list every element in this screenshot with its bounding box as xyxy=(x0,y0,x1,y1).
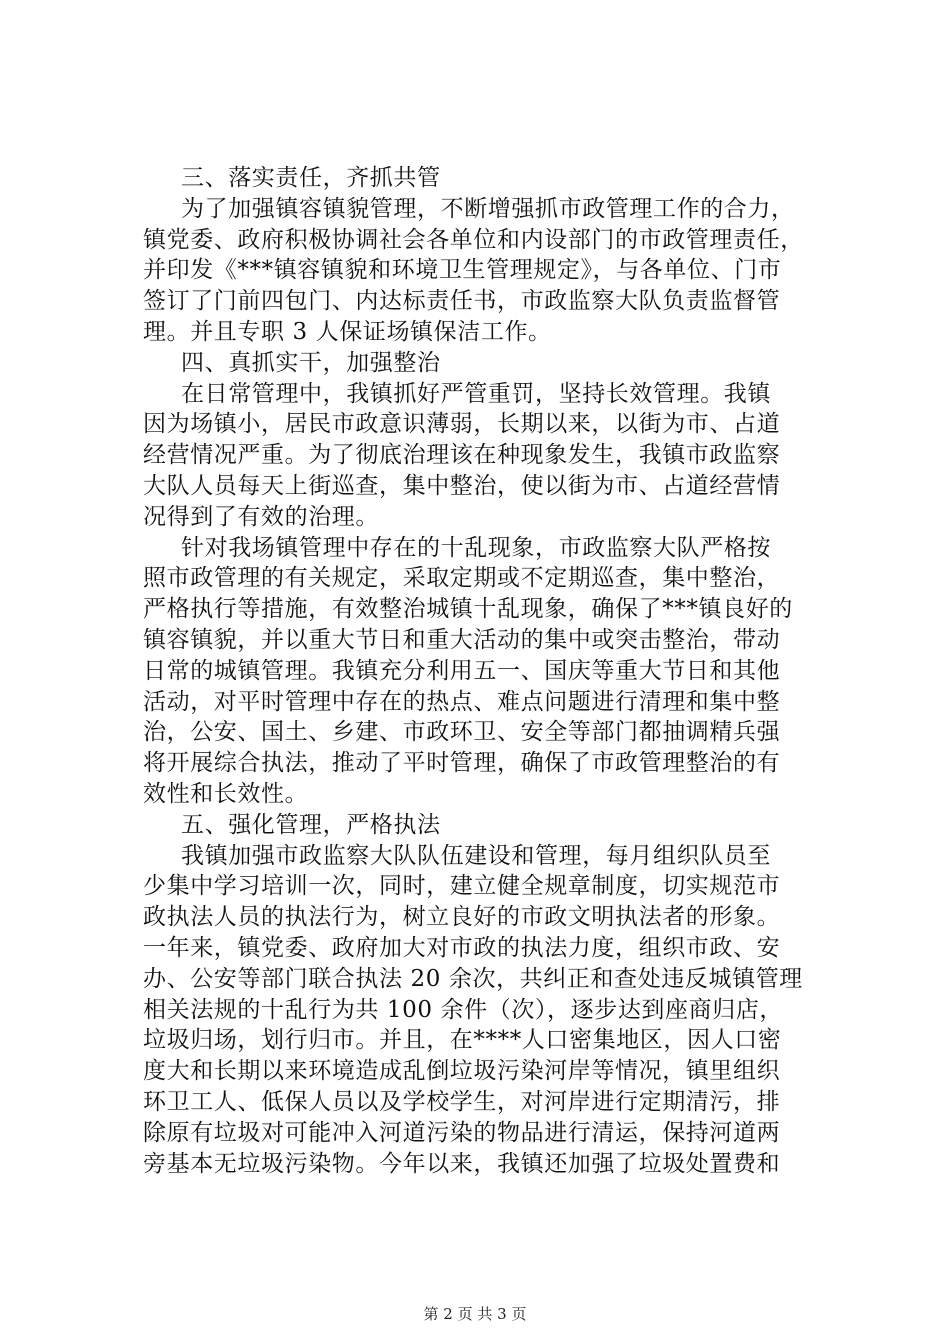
text-line: 针对我场镇管理中存在的十乱现象，市政监察大队严格按 xyxy=(181,534,771,561)
text-line: 政执法人员的执法行为，树立良好的市政文明执法者的形象。 xyxy=(143,904,781,931)
text-line: 为了加强镇容镇貌管理，不断增强抓市政管理工作的合力， xyxy=(181,195,795,222)
text-line: 经营情况严重。为了彻底治理该在种现象发生，我镇市政监察 xyxy=(143,442,781,469)
text-line: 一年来，镇党委、政府加大对市政的执法力度，组织市政、安 xyxy=(143,934,781,961)
text-line: 镇党委、政府积极协调社会各单位和内设部门的市政管理责任， xyxy=(143,226,804,253)
text-line: 垃圾归场，划行归市。并且，在****人口密集地区，因人口密 xyxy=(143,1027,782,1054)
document-body xyxy=(143,163,813,1179)
text-line: 五、强化管理，严格执法 xyxy=(181,811,441,838)
text-line: 签订了门前四包门、内达标责任书，市政监察大队负责监督管 xyxy=(143,288,781,315)
text-line: 相关法规的十乱行为共 100 余件（次），逐步达到座商归店， xyxy=(143,996,784,1023)
text-line: 日常的城镇管理。我镇充分利用五一、国庆等重大节日和其他 xyxy=(143,657,781,684)
text-line: 度大和长期以来环境造成乱倒垃圾污染河岸等情况，镇里组织 xyxy=(143,1058,781,1085)
text-line: 办、公安等部门联合执法 20 余次，共纠正和查处违反城镇管理 xyxy=(143,965,803,992)
text-line: 四、真抓实干，加强整治 xyxy=(181,349,441,376)
text-line: 活动，对平时管理中存在的热点、难点问题进行清理和集中整 xyxy=(143,688,781,715)
text-line: 我镇加强市政监察大队队伍建设和管理，每月组织队员至 xyxy=(181,842,771,869)
text-line: 环卫工人、低保人员以及学校学生，对河岸进行定期清污，排 xyxy=(143,1088,781,1115)
text-line: 镇容镇貌，并以重大节日和重大活动的集中或突击整治，带动 xyxy=(143,626,781,653)
text-line: 将开展综合执法，推动了平时管理，确保了市政管理整治的有 xyxy=(143,750,781,777)
text-line: 效性和长效性。 xyxy=(143,780,309,807)
text-line: 除原有垃圾对可能冲入河道污染的物品进行清运，保持河道两 xyxy=(143,1119,781,1146)
text-line: 在日常管理中，我镇抓好严管重罚，坚持长效管理。我镇 xyxy=(181,380,771,407)
text-line: 少集中学习培训一次，同时，建立健全规章制度，切实规范市 xyxy=(143,873,781,900)
text-line: 三、落实责任，齐抓共管 xyxy=(181,165,441,191)
text-line: 治，公安、国土、乡建、市政环卫、安全等部门都抽调精兵强 xyxy=(143,719,781,746)
text-line: 旁基本无垃圾污染物。今年以来，我镇还加强了垃圾处置费和 xyxy=(143,1150,781,1177)
text-line: 大队人员每天上街巡查，集中整治，使以街为市、占道经营情 xyxy=(143,472,781,499)
page-footer: 第 2 页 共 3 页 xyxy=(423,1305,527,1323)
text-line: 因为场镇小，居民市政意识薄弱，长期以来，以街为市、占道 xyxy=(143,411,781,438)
text-line: 照市政管理的有关规定，采取定期或不定期巡查，集中整治， xyxy=(143,565,781,592)
text-line: 况得到了有效的治理。 xyxy=(143,503,379,530)
text-line: 并印发《***镇容镇貌和环境卫生管理规定》，与各单位、门市 xyxy=(143,257,782,284)
text-line: 理。并且专职 3 人保证场镇保洁工作。 xyxy=(143,318,552,345)
text-line: 严格执行等措施，有效整治城镇十乱现象，确保了***镇良好的 xyxy=(143,596,793,623)
